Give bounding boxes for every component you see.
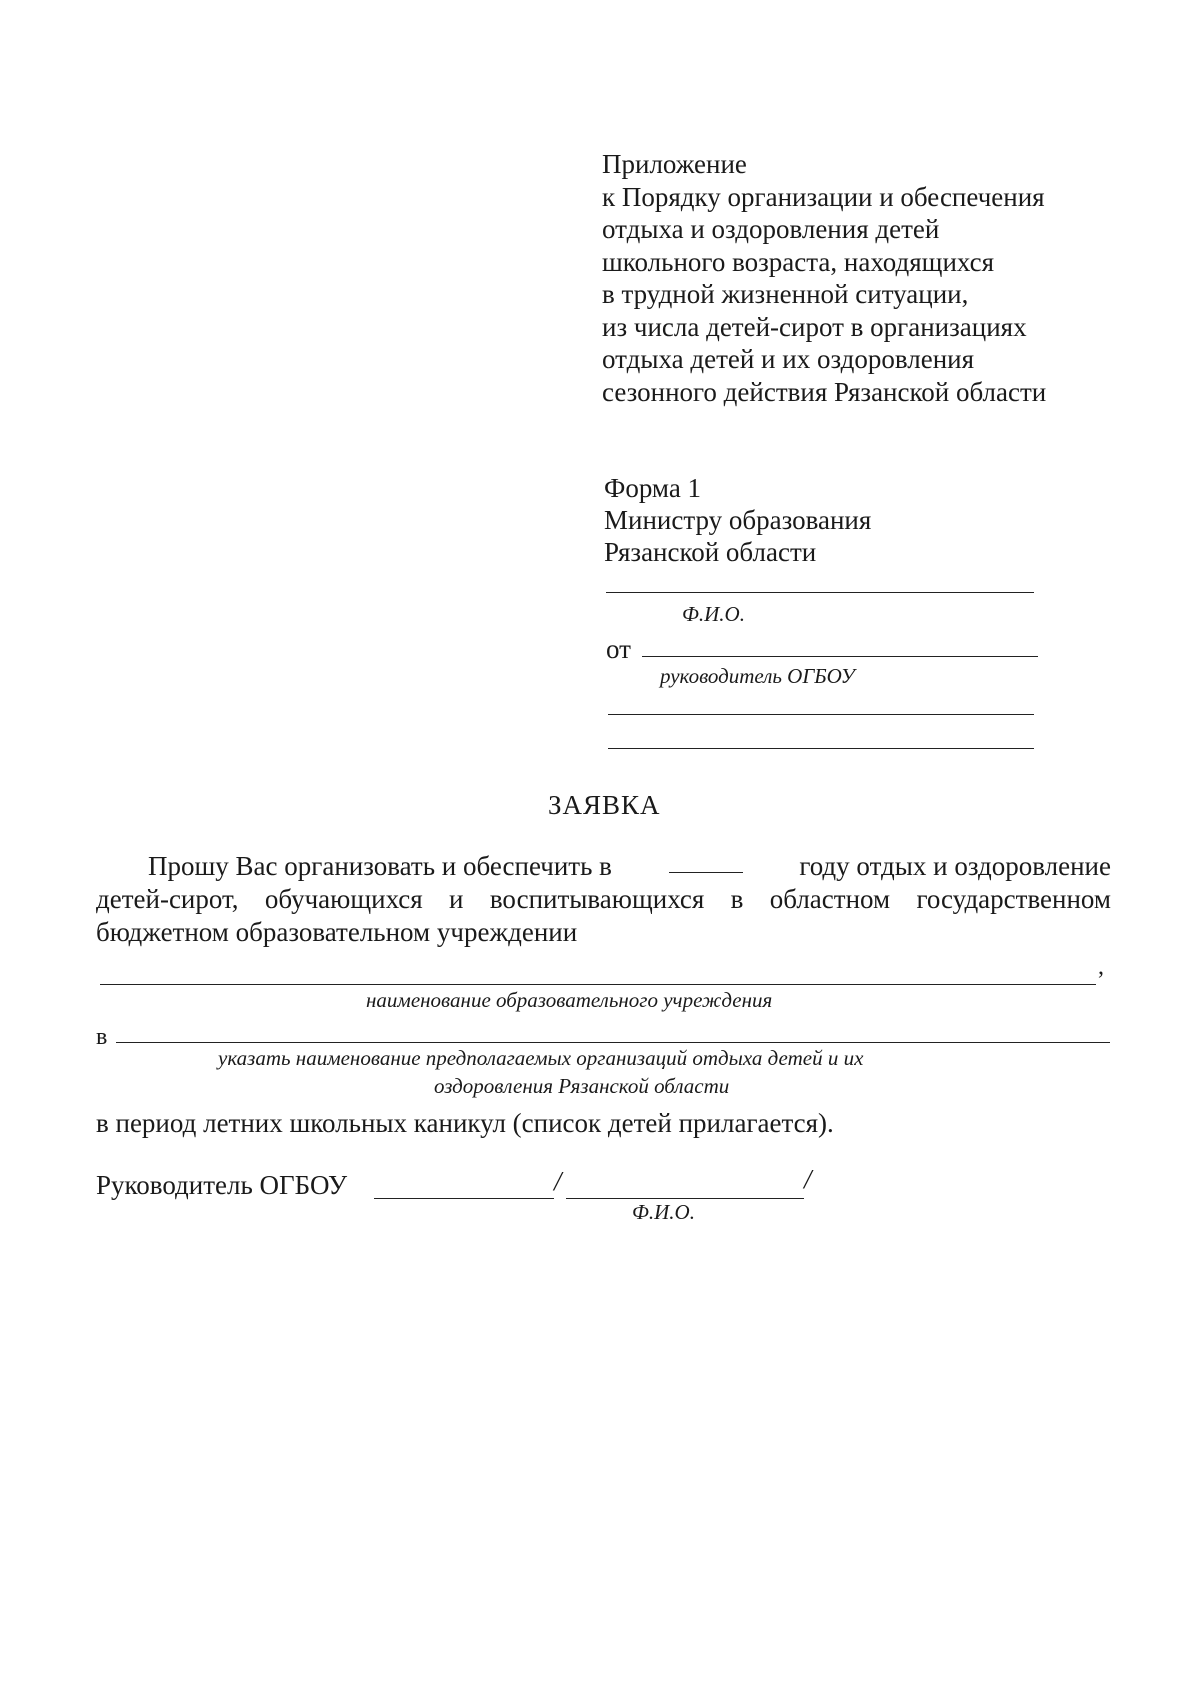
signature-slash: /: [554, 1166, 562, 1196]
paragraph-line: [96, 850, 1111, 883]
addressee-line: Рязанской области: [604, 537, 817, 567]
appendix-line: из числа детей-сирот в организациях: [602, 311, 1027, 342]
document-title: ЗАЯВКА: [548, 790, 661, 820]
appendix-line: сезонного действия Рязанской области: [602, 376, 1047, 407]
form-label: Форма 1: [604, 473, 702, 503]
paragraph-line: бюджетном образовательном учреждении: [96, 917, 578, 947]
appendix-line: в трудной жизненной ситуации,: [602, 279, 969, 309]
in-label: в: [96, 1024, 108, 1050]
institution-caption: наименование образовательного учреждения: [366, 988, 773, 1012]
signature-field[interactable]: [374, 1198, 554, 1199]
organization-name-field[interactable]: [116, 1042, 1110, 1043]
signature-slash: /: [804, 1164, 812, 1194]
appendix-line: отдыха и оздоровления детей: [602, 214, 940, 244]
head-caption: руководитель ОГБОУ: [660, 664, 855, 688]
paragraph-text: году отдых и оздоровление: [799, 851, 1111, 881]
institution-name-field[interactable]: [100, 984, 1096, 985]
year-field[interactable]: [669, 850, 743, 873]
signature-label: Руководитель ОГБОУ: [96, 1170, 348, 1200]
request-paragraph: [96, 850, 1111, 949]
appendix-line: Приложение: [602, 149, 747, 179]
organization-caption: указать наименование предполагаемых организаций отдыха детей и их: [218, 1046, 864, 1070]
comma: ,: [1098, 954, 1104, 980]
sender-name-field[interactable]: [642, 656, 1038, 657]
organization-caption: оздоровления Рязанской области: [434, 1074, 730, 1098]
appendix-line: отдыха детей и их оздоровления: [602, 344, 975, 374]
addressee-line: Министру образования: [604, 505, 872, 535]
sender-extra-line-1[interactable]: [608, 714, 1034, 715]
paragraph-text: Прошу Вас организовать и обеспечить в: [148, 851, 612, 881]
signature-fio-caption: Ф.И.О.: [632, 1200, 695, 1224]
sender-extra-line-2[interactable]: [608, 748, 1034, 749]
appendix-line: школьного возраста, находящихся: [602, 246, 995, 277]
fio-caption: Ф.И.О.: [682, 602, 745, 626]
from-label: от: [606, 634, 631, 664]
appendix-block: [602, 148, 1046, 408]
appendix-line: к Порядку организации и обеспечения: [602, 181, 1045, 212]
addressee-block: [604, 472, 871, 568]
signature-fio-field[interactable]: [566, 1198, 804, 1199]
paragraph-line: детей-сирот, обучающихся и воспитывающихся в областном государственном: [96, 884, 1111, 914]
period-text: в период летних школьных каникул (список детей прилагается).: [96, 1108, 834, 1138]
minister-name-field[interactable]: [606, 592, 1034, 593]
